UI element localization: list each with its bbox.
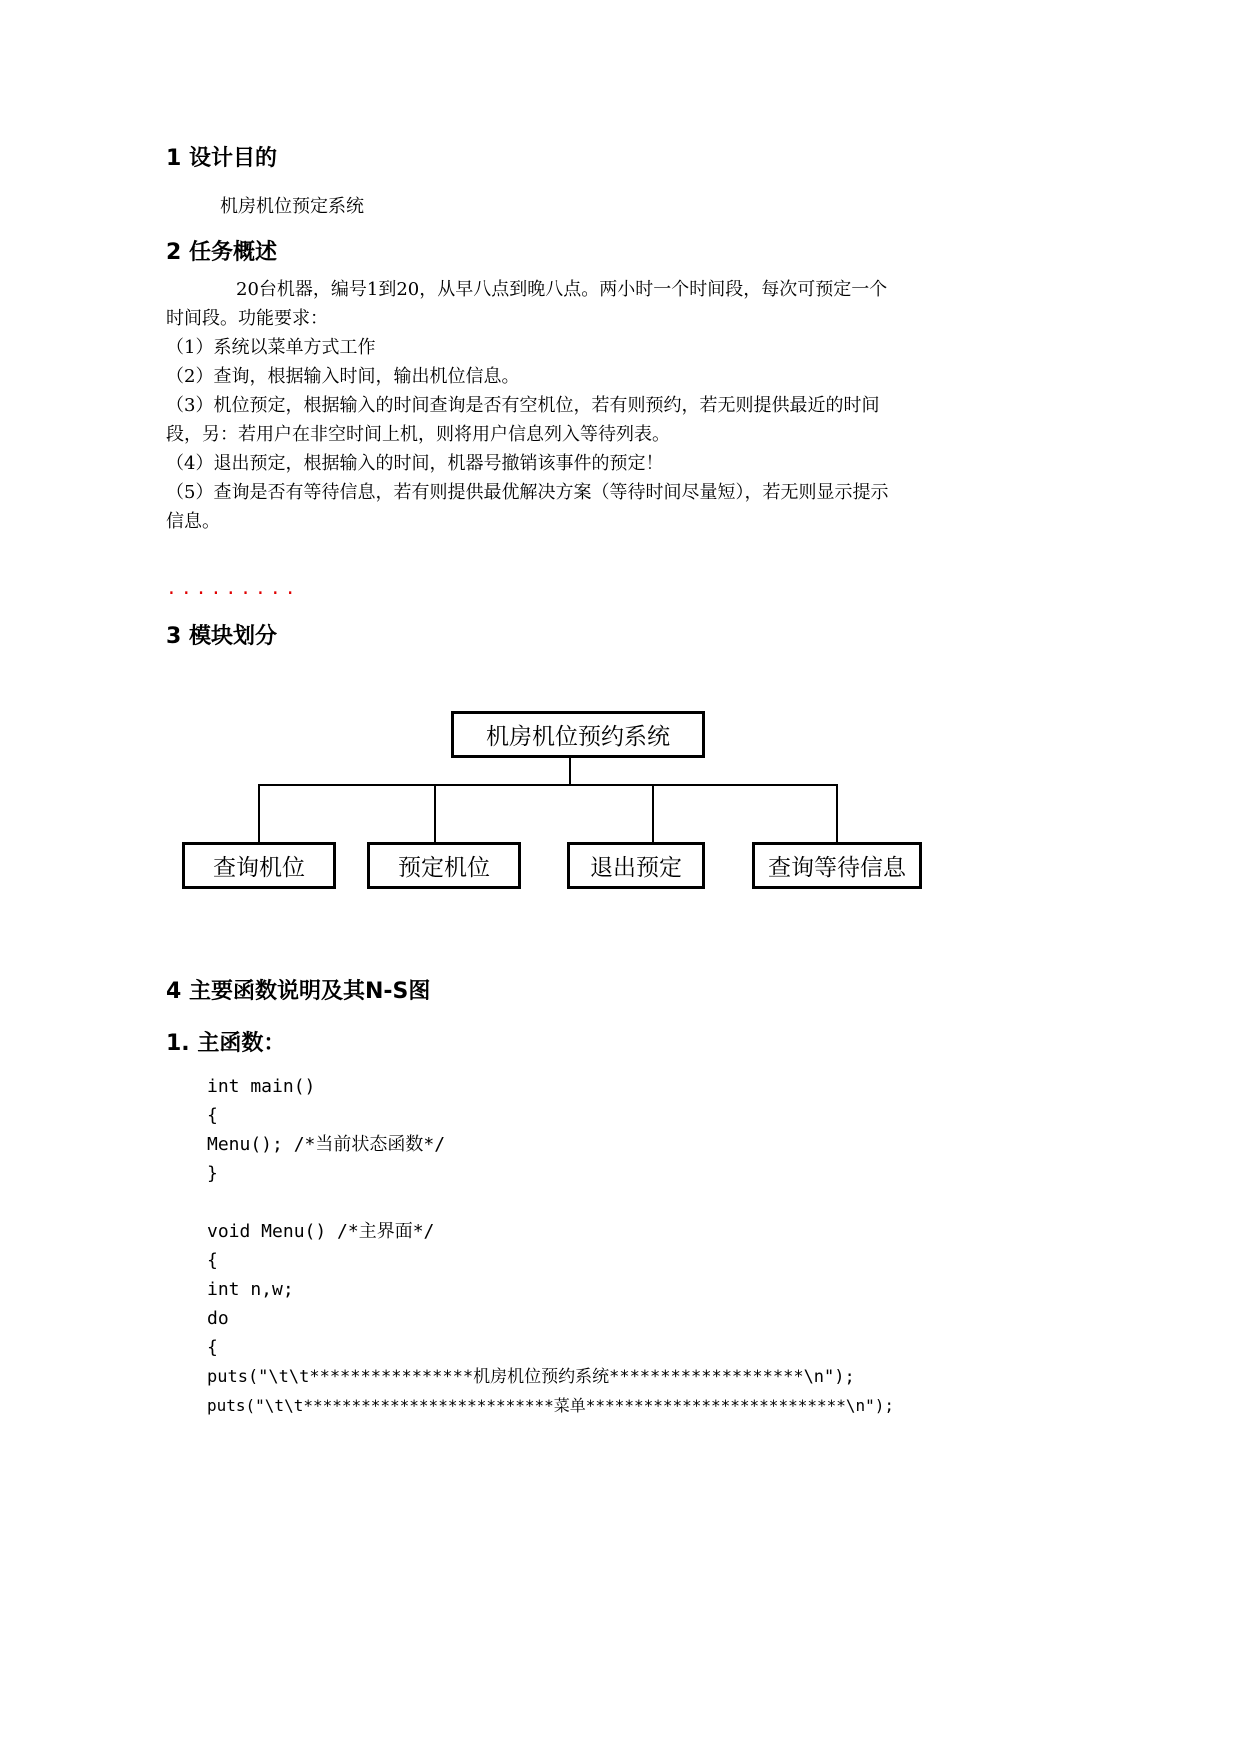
- section-4-heading: 4 主要函数说明及其N-S图: [166, 979, 431, 1004]
- code-line-9: do: [207, 1308, 229, 1329]
- code-line-4: }: [207, 1163, 218, 1184]
- code-line-6: void Menu() /*主界面*/: [207, 1221, 435, 1242]
- section-1-heading: 1 设计目的: [166, 146, 277, 171]
- diagram-horizontal-connector: [258, 784, 838, 786]
- section-2-intro-line1: 20台机器，编号1到20，从早八点到晚八点。两小时一个时间段，每次可预定一个: [236, 279, 888, 300]
- requirement-1: （1）系统以菜单方式工作: [166, 337, 376, 358]
- diagram-root-box: 机房机位预约系统: [451, 711, 705, 758]
- requirement-2: （2）查询，根据输入时间，输出机位信息。: [166, 366, 520, 387]
- requirement-3-line2: 段，另：若用户在非空时间上机，则将用户信息列入等待列表。: [166, 424, 670, 445]
- diagram-child-connector-2: [434, 784, 436, 842]
- requirement-4: （4）退出预定，根据输入的时间，机器号撤销该事件的预定！: [166, 453, 664, 474]
- code-line-3: Menu(); /*当前状态函数*/: [207, 1134, 446, 1155]
- diagram-child-connector-1: [258, 784, 260, 842]
- section-4-1-heading: 1. 主函数：: [166, 1031, 286, 1056]
- diagram-child-query-waiting: 查询等待信息: [752, 842, 922, 889]
- requirement-5-line2: 信息。: [166, 511, 220, 532]
- section-3-heading: 3 模块划分: [166, 624, 277, 649]
- requirement-5-line1: （5）查询是否有等待信息，若有则提供最优解决方案（等待时间尽量短），若无则显示提示: [166, 482, 889, 503]
- code-line-1: int main(): [207, 1076, 316, 1097]
- code-line-2: {: [207, 1105, 218, 1126]
- diagram-child-connector-4: [836, 784, 838, 842]
- diagram-child-connector-3: [652, 784, 654, 842]
- requirement-3-line1: （3）机位预定，根据输入的时间查询是否有空机位，若有则预约，若无则提供最近的时间: [166, 395, 880, 416]
- code-line-11: puts("\t\t****************机房机位预约系统*******************\n");: [207, 1367, 855, 1387]
- section-2-intro-line2: 时间段。功能要求：: [166, 308, 328, 329]
- code-line-10: {: [207, 1337, 218, 1358]
- page-separator: .........: [166, 578, 300, 599]
- code-line-12: puts("\t\t**************************菜单***************************\n");: [207, 1396, 895, 1415]
- diagram-root-connector: [569, 758, 571, 785]
- section-1-body: 机房机位预定系统: [220, 196, 364, 217]
- diagram-child-cancel-reservation: 退出预定: [567, 842, 705, 889]
- code-line-7: {: [207, 1250, 218, 1271]
- diagram-child-reserve-seat: 预定机位: [367, 842, 521, 889]
- code-line-8: int n,w;: [207, 1279, 294, 1300]
- section-2-heading: 2 任务概述: [166, 240, 277, 265]
- diagram-child-query-seat: 查询机位: [182, 842, 336, 889]
